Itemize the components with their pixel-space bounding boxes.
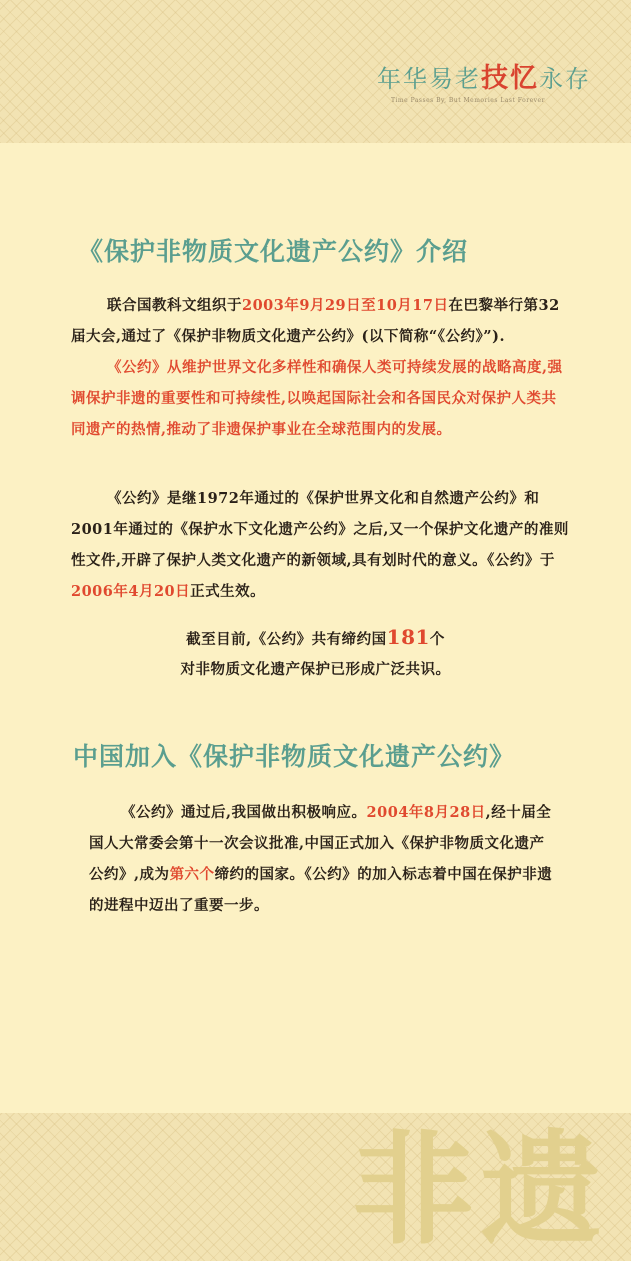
p3-text-a: 《公约》是继1972年通过的《保护世界文化和自然遗产公约》和2001年通过的《保护水下文化遗产公约》之后,又一个保护文化遗产的准则性文件,开辟了保护人类文化遗产的新领域,具有划时代的意义。《公约》于 bbox=[71, 490, 569, 569]
section1-title: 《保护非物质文化遗产公约》介绍 bbox=[78, 237, 469, 266]
section1-paragraph3 bbox=[71, 483, 571, 607]
p4-text-c: ,经十届全国人大常委会第十一次会议批准,中国正式加入《保护非物质文化遗产公约》,成为 bbox=[89, 804, 552, 883]
watermark: 非遗 bbox=[352, 1117, 608, 1261]
p1-text-a: 联合国教科文组织于 bbox=[107, 297, 242, 314]
brand-title bbox=[377, 56, 607, 95]
p3-text-c: 正式生效。 bbox=[190, 583, 266, 600]
member-count-line bbox=[0, 625, 631, 649]
brand-part1: 年华易老 bbox=[377, 65, 481, 93]
p4-text-a: 《公约》通过后,我国做出积极响应。 bbox=[121, 804, 367, 821]
p4-sixth: 第六个 bbox=[169, 866, 215, 883]
section1-paragraph1 bbox=[71, 290, 571, 352]
center-text-a: 截至目前,《公约》共有缔约国 bbox=[186, 631, 387, 648]
brand-logo bbox=[377, 56, 607, 104]
section2-title: 中国加入《保护非物质文化遗产公约》 bbox=[73, 742, 516, 771]
brand-part3: 永存 bbox=[539, 65, 591, 93]
p4-text-e: 缔约的国家。《公约》的加入标志着中国在保护非遗的进程中迈出了重要一步。 bbox=[89, 866, 553, 914]
section2-paragraph bbox=[89, 797, 559, 921]
p1-text-c: 在巴黎举行第32届大会,通过了《保护非物质文化遗产公约》(以下简称“《公约》”). bbox=[71, 297, 560, 345]
p1-date: 2003年9月29日至10月17日 bbox=[242, 297, 449, 314]
section1-paragraph2: 《公约》从维护世界文化多样性和确保人类可持续发展的战略高度,强调保护非遗的重要性和可持续性,以唤起国际社会和各国民众对保护人类共同遗产的热情,推动了非遗保护事业在全球范围内的发展。 bbox=[71, 359, 563, 438]
consensus-line: 对非物质文化遗产保护已形成广泛共识。 bbox=[180, 661, 451, 678]
brand-subtitle: Time Passes By, But Memories Last Forever bbox=[391, 97, 545, 104]
p4-date: 2004年8月28日 bbox=[366, 804, 486, 821]
brand-part2: 技忆 bbox=[481, 63, 539, 94]
p3-date: 2006年4月20日 bbox=[71, 583, 191, 600]
center-text-c: 个 bbox=[429, 631, 445, 648]
member-count: 181 bbox=[386, 625, 430, 649]
